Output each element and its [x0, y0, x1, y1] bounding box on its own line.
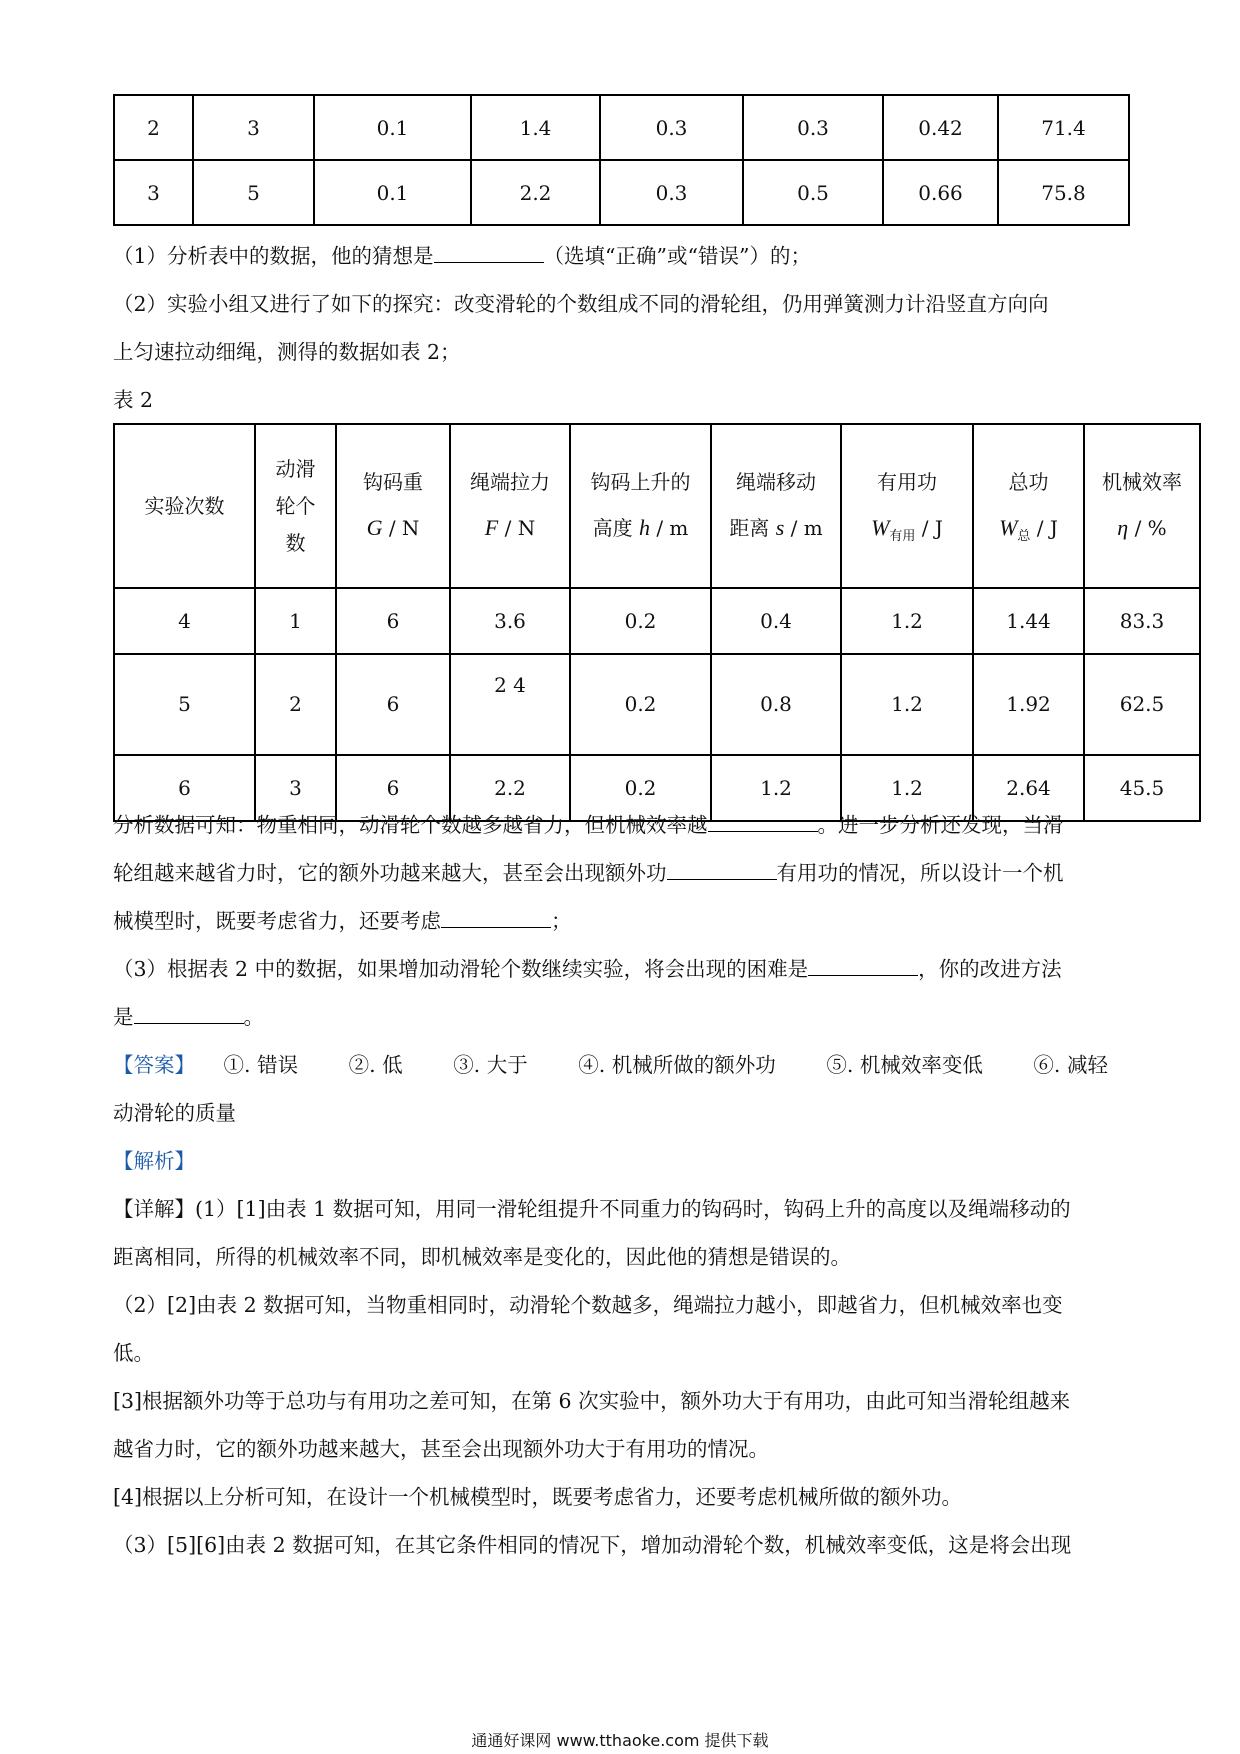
- table-cell: 0.2: [570, 654, 711, 755]
- table-cell: 3.6: [450, 588, 570, 654]
- table-cell: 6: [114, 755, 255, 821]
- detail-line2: 距离相同，所得的机械效率不同，即机械效率是变化的，因此他的猜想是错误的。: [113, 1245, 851, 1269]
- header-useful-work: 有用功 $W_{有用}$ / J: [841, 424, 973, 588]
- detail-line8: （3）[5][6]由表 2 数据可知，在其它条件相同的情况下，增加动滑轮个数，机械效率变低，这是将会出现: [113, 1533, 1072, 1557]
- answer-blank: [434, 242, 544, 263]
- analysis-label: 【解析】: [113, 1149, 195, 1173]
- detail-line4: 低。: [113, 1341, 154, 1365]
- analysis-line3: 械模型时，既要考虑省力，还要考虑 ；: [113, 909, 572, 933]
- table-cell: 1.44: [973, 588, 1084, 654]
- question-2-line1: （2）实验小组又进行了如下的探究：改变滑轮的个数组成不同的滑轮组，仍用弹簧测力计沿竖直方向向: [113, 292, 1049, 316]
- table-cell: 83.3: [1084, 588, 1200, 654]
- detail-line1: 【详解】(1）[1]由表 1 数据可知，用同一滑轮组提升不同重力的钩码时，钩码上升的高度以及绳端移动的: [113, 1197, 1071, 1221]
- table-cell: 4: [114, 588, 255, 654]
- table-cell: 62.5: [1084, 654, 1200, 755]
- table-cell: 2.2: [450, 755, 570, 821]
- table-cell: 3: [255, 755, 336, 821]
- analysis-line1: 分析数据可知：物重相同，动滑轮个数越多越省力，但机械效率越 。进一步分析还发现，当滑: [113, 813, 1064, 837]
- answer-line: 【答案】 ①. 错误 ②. 低 ③. 大于 ④. 机械所做的额外功 ⑤. 机械效率变低 ⑥. 减轻: [113, 1053, 1108, 1077]
- table-2: [113, 423, 1201, 822]
- header-pull: 绳端拉力 F / N: [450, 424, 570, 588]
- table-cell: 1: [255, 588, 336, 654]
- table-header-row: [114, 424, 1200, 588]
- table-cell: 6: [336, 654, 450, 755]
- header-weight: 钩码重 G / N: [336, 424, 450, 588]
- answer-blank: [667, 859, 777, 880]
- table-cell: 1.4: [471, 95, 600, 160]
- table-cell: 2 4: [450, 654, 570, 755]
- table-cell: 0.4: [711, 588, 841, 654]
- table-cell: 0.5: [743, 160, 883, 225]
- answer-blank: [808, 955, 918, 976]
- detail-line6: 越省力时，它的额外功越来越大，甚至会出现额外功大于有用功的情况。: [113, 1437, 769, 1461]
- table-cell: 0.66: [883, 160, 998, 225]
- answer-blank: [134, 1003, 244, 1024]
- table-cell: 0.3: [600, 95, 743, 160]
- header-pulleys: 动滑 轮个 数: [255, 424, 336, 588]
- table-cell: 75.8: [998, 160, 1129, 225]
- table-cell: 0.1: [314, 160, 471, 225]
- table-1: [113, 94, 1130, 226]
- question-3-line1: （3）根据表 2 中的数据，如果增加动滑轮个数继续实验，将会出现的困难是 ，你的改进方法: [113, 957, 1062, 981]
- table-cell: 3: [193, 95, 314, 160]
- header-height: 钩码上升的 高度 h / m: [570, 424, 711, 588]
- table-2-caption: 表 2: [113, 388, 154, 412]
- detail-line5: [3]根据额外功等于总功与有用功之差可知，在第 6 次实验中，额外功大于有用功，由此可知当滑轮组越来: [113, 1389, 1071, 1413]
- table-cell: 1.92: [973, 654, 1084, 755]
- table-cell: 1.2: [711, 755, 841, 821]
- table-row: [114, 95, 1129, 160]
- table-cell: 1.2: [841, 588, 973, 654]
- header-total-work: 总功 $W_总$ / J: [973, 424, 1084, 588]
- table-row: [114, 654, 1200, 755]
- question-2-line2: 上匀速拉动细绳，测得的数据如表 2；: [113, 340, 461, 364]
- table-row: [114, 160, 1129, 225]
- table-cell: 0.2: [570, 588, 711, 654]
- table-cell: 0.1: [314, 95, 471, 160]
- table-row: [114, 588, 1200, 654]
- table-cell: 2: [255, 654, 336, 755]
- question-1: （1）分析表中的数据，他的猜想是 （选填“正确”或“错误”）的；: [113, 244, 811, 268]
- table-cell: 0.2: [570, 755, 711, 821]
- table-cell: 2.2: [471, 160, 600, 225]
- table-cell: 1.2: [841, 654, 973, 755]
- question-3-line2: 是 。: [113, 1005, 264, 1029]
- table-cell: 5: [114, 654, 255, 755]
- table-cell: 3: [114, 160, 193, 225]
- table-cell: 6: [336, 755, 450, 821]
- table-cell: 0.42: [883, 95, 998, 160]
- table-cell: 0.3: [600, 160, 743, 225]
- header-distance: 绳端移动 距离 s / m: [711, 424, 841, 588]
- table-cell: 45.5: [1084, 755, 1200, 821]
- table-cell: 0.8: [711, 654, 841, 755]
- page-footer: 通通好课网 www.tthaoke.com 提供下载: [471, 1731, 769, 1750]
- table-cell: 5: [193, 160, 314, 225]
- answer-blank: [708, 811, 818, 832]
- table-cell: 6: [336, 588, 450, 654]
- answer-blank: [441, 907, 551, 928]
- table-cell: 2.64: [973, 755, 1084, 821]
- table-cell: 71.4: [998, 95, 1129, 160]
- header-trial: 实验次数: [114, 424, 255, 588]
- table-cell: 0.3: [743, 95, 883, 160]
- analysis-line2: 轮组越来越省力时，它的额外功越来越大，甚至会出现额外功 有用功的情况，所以设计一个机: [113, 861, 1064, 885]
- table-cell: 1.2: [841, 755, 973, 821]
- header-efficiency: 机械效率 η / %: [1084, 424, 1200, 588]
- table-cell: 2: [114, 95, 193, 160]
- answer-continuation: 动滑轮的质量: [113, 1101, 236, 1125]
- detail-line3: （2）[2]由表 2 数据可知，当物重相同时，动滑轮个数越多，绳端拉力越小，即越省力，但机械效率也变: [113, 1293, 1063, 1317]
- answer-label: 【答案】: [113, 1053, 195, 1077]
- detail-line7: [4]根据以上分析可知，在设计一个机械模型时，既要考虑省力，还要考虑机械所做的额外功。: [113, 1485, 963, 1509]
